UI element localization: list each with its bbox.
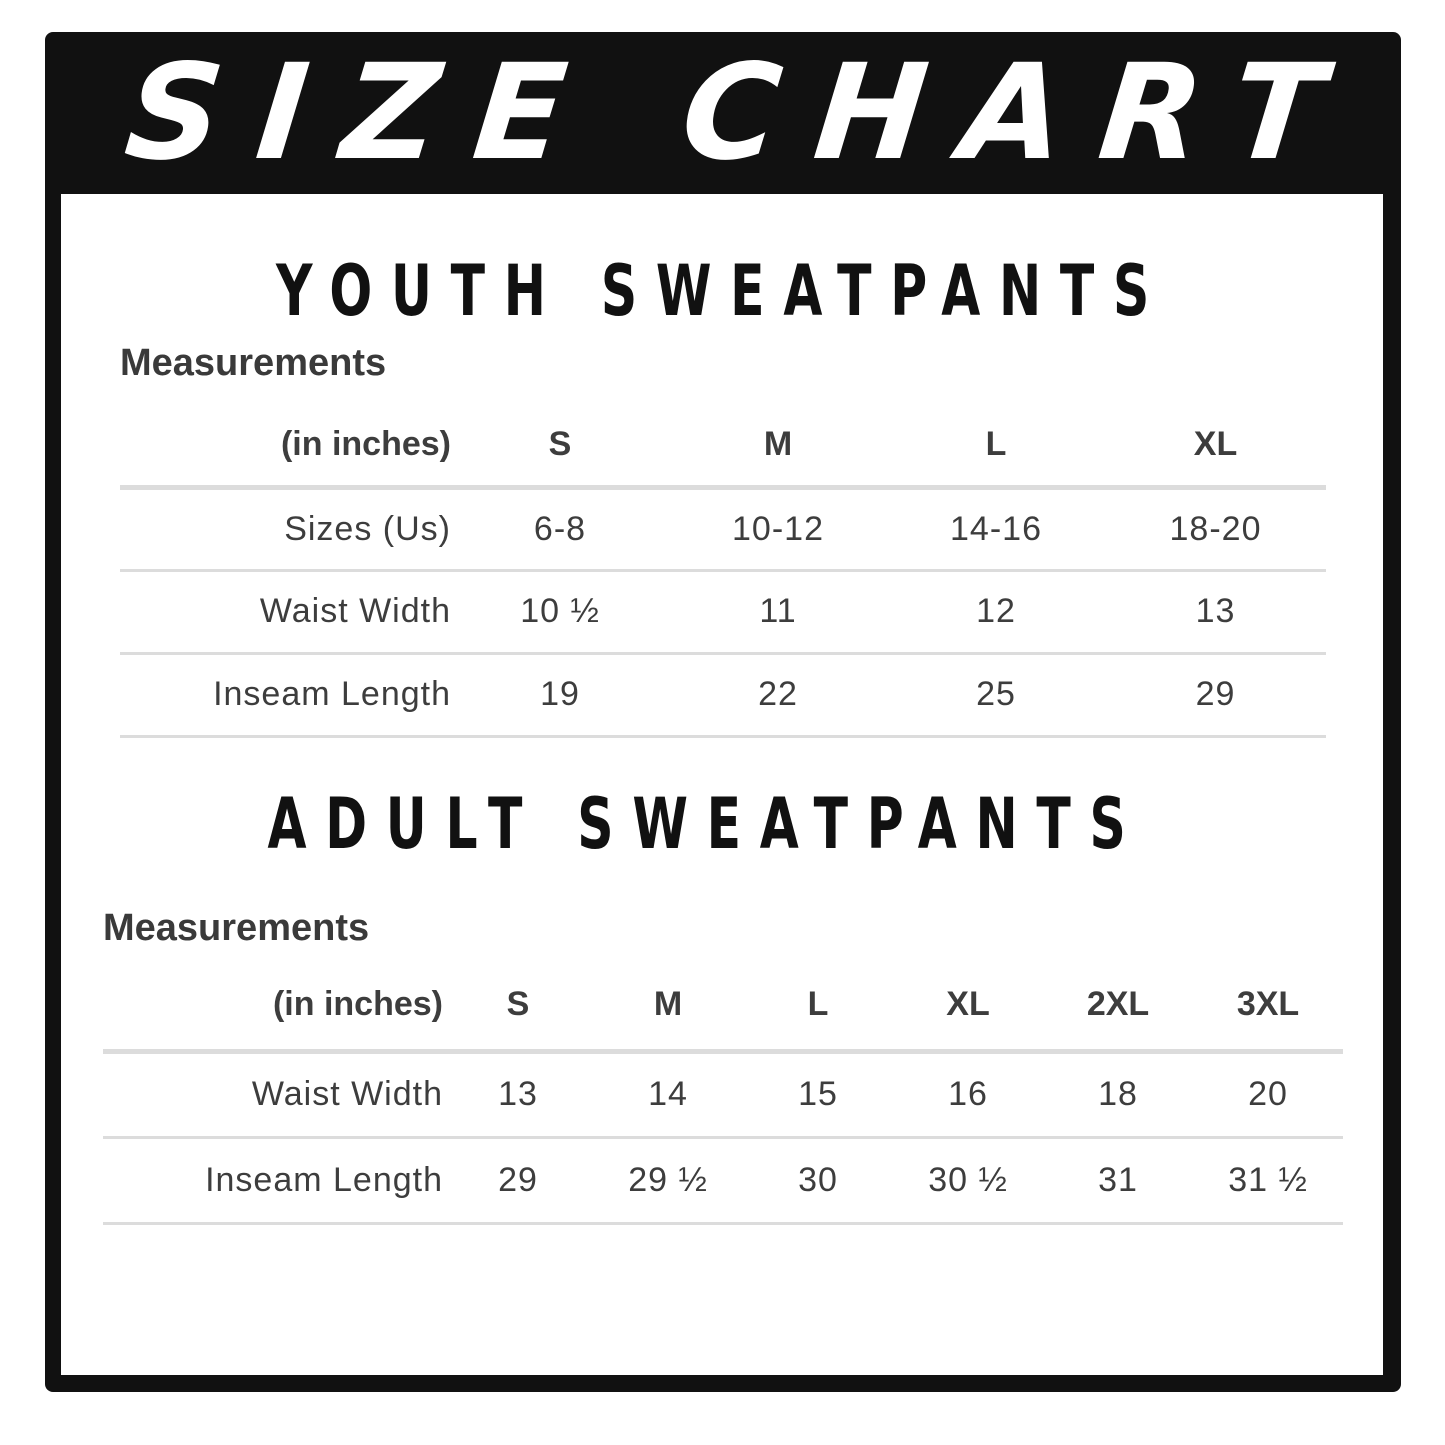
table-cell: 15 [743, 1051, 893, 1137]
adult-size-header: 2XL [1043, 961, 1193, 1051]
table-row [103, 1051, 1343, 1137]
row-label: Waist Width [103, 1051, 443, 1137]
adult-size-header: XL [893, 961, 1043, 1051]
table-cell: 29 ½ [593, 1137, 743, 1223]
adult-size-table [103, 961, 1343, 1225]
table-cell: 19 [451, 653, 669, 736]
table-row [120, 653, 1326, 736]
table-cell: 25 [887, 653, 1105, 736]
table-row [120, 487, 1326, 570]
table-cell: 18-20 [1105, 487, 1326, 570]
table-cell: 22 [669, 653, 887, 736]
table-cell: 6-8 [451, 487, 669, 570]
content-panel [61, 194, 1383, 1375]
youth-size-table [120, 404, 1326, 738]
header-banner [45, 32, 1401, 194]
table-cell: 10-12 [669, 487, 887, 570]
adult-size-header: 3XL [1193, 961, 1343, 1051]
row-label: Inseam Length [103, 1137, 443, 1223]
table-cell: 20 [1193, 1051, 1343, 1137]
table-cell: 30 ½ [893, 1137, 1043, 1223]
table-cell: 16 [893, 1051, 1043, 1137]
youth-size-header: S [451, 404, 669, 487]
table-cell: 11 [669, 570, 887, 653]
adult-section-title: ADULT SWEATPANTS [267, 783, 1145, 865]
adult-measurements-label: Measurements [103, 907, 370, 949]
table-cell: 10 ½ [451, 570, 669, 653]
table-cell: 13 [1105, 570, 1326, 653]
youth-measurements-label: Measurements [120, 342, 387, 384]
table-cell: 29 [443, 1137, 593, 1223]
size-chart-frame [45, 32, 1401, 1392]
table-cell: 13 [443, 1051, 593, 1137]
adult-header-row [103, 961, 1343, 1051]
youth-size-header: XL [1105, 404, 1326, 487]
row-label: Inseam Length [120, 653, 451, 736]
adult-unit-label: (in inches) [103, 961, 443, 1051]
table-cell: 12 [887, 570, 1105, 653]
row-label: Waist Width [120, 570, 451, 653]
table-row [120, 570, 1326, 653]
table-cell: 31 ½ [1193, 1137, 1343, 1223]
table-cell: 29 [1105, 653, 1326, 736]
youth-size-header: L [887, 404, 1105, 487]
row-label: Sizes (Us) [120, 487, 451, 570]
table-cell: 30 [743, 1137, 893, 1223]
adult-size-header: S [443, 961, 593, 1051]
youth-header-row [120, 404, 1326, 487]
table-row [103, 1137, 1343, 1223]
table-cell: 14-16 [887, 487, 1105, 570]
adult-size-header: M [593, 961, 743, 1051]
table-cell: 31 [1043, 1137, 1193, 1223]
table-cell: 18 [1043, 1051, 1193, 1137]
adult-size-header: L [743, 961, 893, 1051]
table-cell: 14 [593, 1051, 743, 1137]
youth-unit-label: (in inches) [120, 404, 451, 487]
youth-section-title: YOUTH SWEATPANTS [275, 250, 1169, 332]
youth-size-header: M [669, 404, 887, 487]
page-title: SIZE CHART [119, 36, 1367, 190]
